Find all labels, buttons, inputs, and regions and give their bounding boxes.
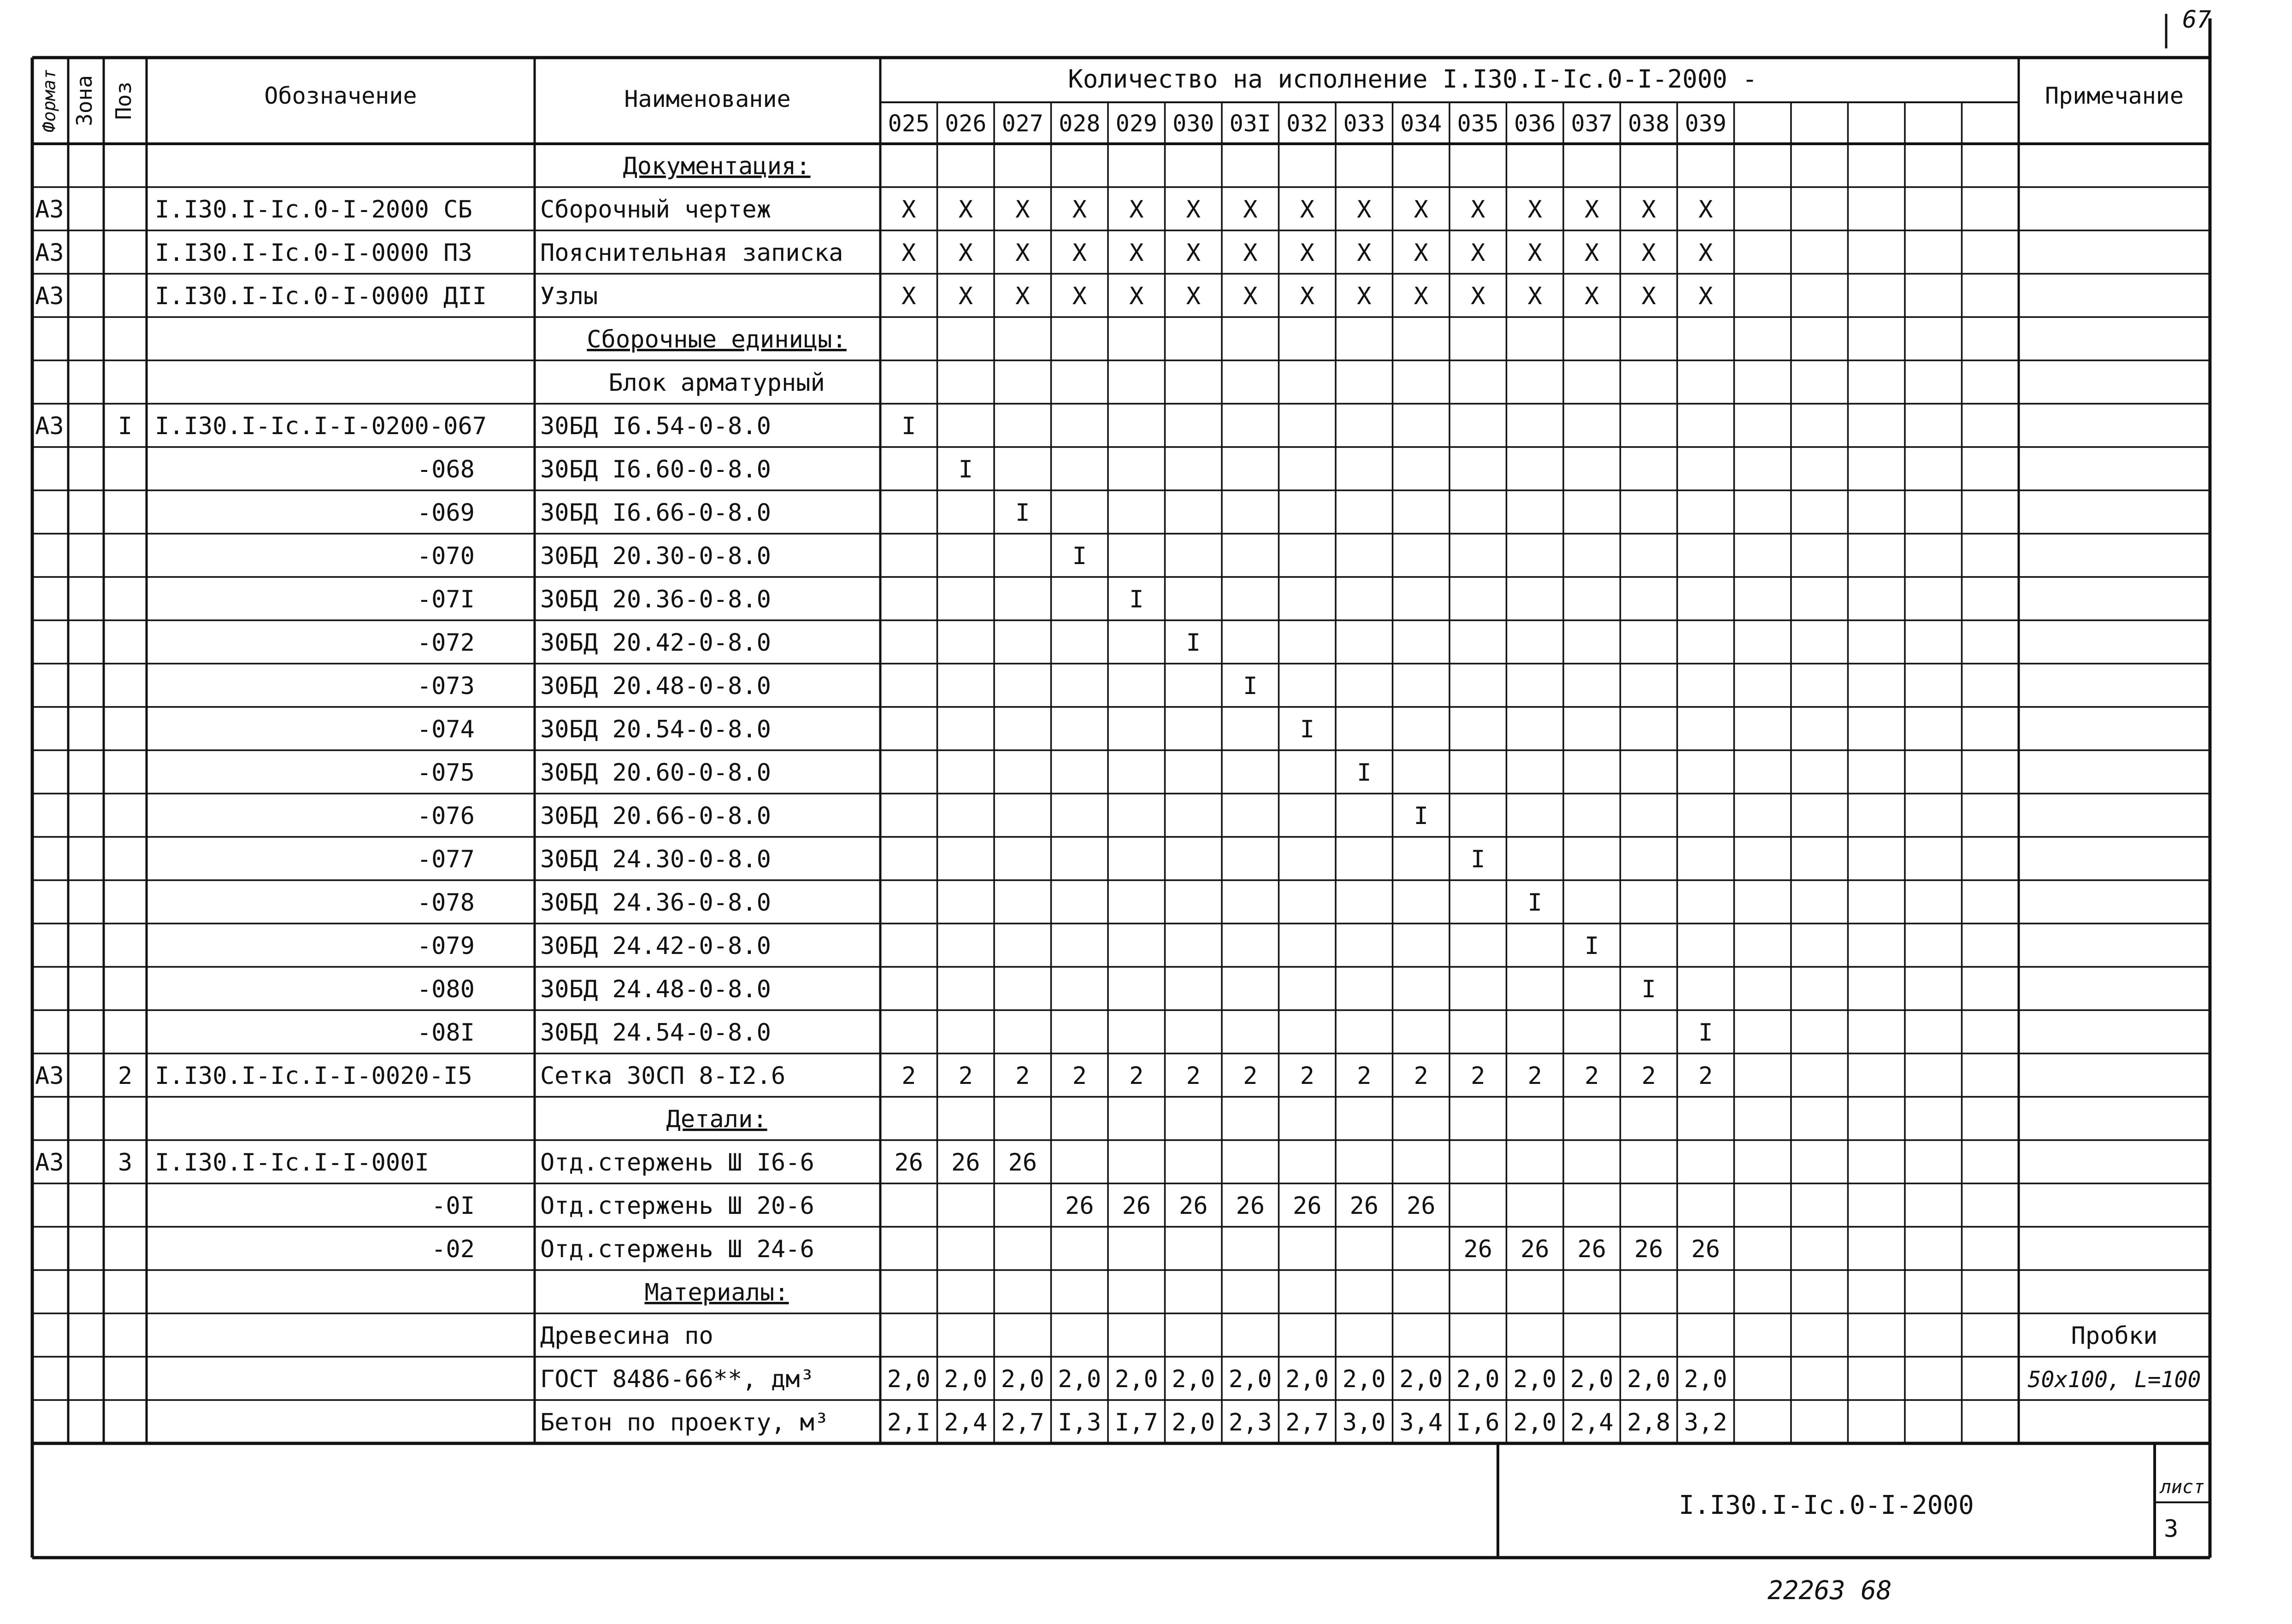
cell-oboznachenie: -078 (417, 889, 475, 917)
sheet-number: 3 (2164, 1515, 2179, 1543)
cell-quantity: 2 (1300, 1062, 1314, 1090)
table-row (431, 1192, 1435, 1220)
cell-quantity: 2,8 (1627, 1409, 1671, 1436)
cell-oboznachenie: -075 (417, 759, 475, 787)
cell-oboznachenie: -079 (417, 932, 475, 960)
cell-quantity: I,7 (1114, 1409, 1158, 1436)
cell-naimenovanie: Древесина по (540, 1322, 713, 1350)
cell-oboznachenie: -072 (417, 629, 475, 657)
cell-quantity: X (1527, 282, 1542, 310)
variant-header: 028 (1059, 110, 1101, 137)
cell-oboznachenie: I.I30.I-Ic.I-I-0020-I5 (155, 1062, 472, 1090)
cell-quantity: 2,0 (944, 1365, 988, 1393)
cell-quantity: X (1300, 282, 1314, 310)
cell-naimenovanie: ГОСТ 8486-66**, дм³ (540, 1365, 814, 1393)
cell-quantity: 26 (1178, 1192, 1208, 1220)
variant-header: 034 (1400, 110, 1442, 137)
cell-quantity: X (1414, 196, 1428, 224)
cell-quantity: X (1471, 239, 1485, 267)
cell-oboznachenie: -077 (417, 846, 475, 873)
cell-quantity: I,6 (1456, 1409, 1500, 1436)
cell-quantity: I (1527, 889, 1542, 917)
cell-quantity: 3,0 (1342, 1409, 1386, 1436)
cell-naimenovanie: Отд.стержень Ш I6-6 (540, 1149, 814, 1177)
cell-quantity: 2,0 (1114, 1365, 1158, 1393)
cell-naimenovanie: 30БД 20.60-0-8.0 (540, 759, 771, 787)
cell-naimenovanie: Отд.стержень Ш 24-6 (540, 1236, 814, 1263)
cell-quantity: X (901, 196, 916, 224)
variant-header: 039 (1685, 110, 1726, 137)
cell-quantity: X (1072, 239, 1087, 267)
table-row (35, 412, 916, 440)
variant-header: 035 (1457, 110, 1499, 137)
cell-quantity: X (958, 196, 973, 224)
table-row (587, 326, 847, 353)
variant-header: 030 (1173, 110, 1214, 137)
cell-quantity: I (1357, 759, 1372, 787)
cell-quantity: 2,3 (1228, 1409, 1272, 1436)
variant-header: 032 (1286, 110, 1328, 137)
variant-header: 027 (1002, 110, 1043, 137)
cell-quantity: 2,0 (887, 1365, 931, 1393)
table-row (417, 759, 1372, 787)
cell-quantity: X (1698, 196, 1713, 224)
cell-oboznachenie: I.I30.I-Ic.I-I-000I (155, 1149, 429, 1177)
cell-naimenovanie: Детали: (666, 1106, 767, 1133)
title-block (1498, 1443, 2210, 1558)
header-naimenovanie: Наименование (624, 86, 791, 112)
cell-quantity: X (901, 239, 916, 267)
cell-quantity: X (1129, 239, 1144, 267)
cell-quantity: 2 (1015, 1062, 1030, 1090)
cell-quantity: X (1698, 239, 1713, 267)
cell-oboznachenie: -074 (417, 716, 475, 743)
cell-naimenovanie: 30БД I6.60-0-8.0 (540, 456, 771, 483)
cell-naimenovanie: Сетка 30СП 8-I2.6 (540, 1062, 786, 1090)
cell-naimenovanie: Бетон по проекту, м³ (540, 1409, 829, 1436)
cell-quantity: 2,7 (1001, 1409, 1044, 1436)
cell-quantity: 2,0 (1399, 1365, 1443, 1393)
sheet-label: лист (2160, 1477, 2205, 1498)
cell-quantity: 26 (1008, 1149, 1037, 1177)
table-row (417, 976, 1656, 1003)
table-row (417, 586, 1144, 613)
table-row (623, 153, 811, 180)
cell-quantity: I (1186, 629, 1201, 657)
cell-quantity: X (1527, 196, 1542, 224)
cell-quantity: I (1243, 672, 1258, 700)
cell-quantity: 2,I (887, 1409, 931, 1436)
cell-format: А3 (35, 1062, 64, 1090)
cell-quantity: X (1300, 196, 1314, 224)
cell-quantity: X (1357, 282, 1372, 310)
cell-naimenovanie: 30БД 24.54-0-8.0 (540, 1019, 771, 1047)
cell-quantity: 26 (1463, 1236, 1493, 1263)
variant-header: 03I (1229, 110, 1271, 137)
cell-quantity: X (1072, 196, 1087, 224)
cell-quantity: 2 (1414, 1062, 1428, 1090)
cell-format: А3 (35, 196, 64, 224)
header-kolichestvo: Количество на исполнение I.I30.I-Ic.0-I-2000 - (1068, 65, 1757, 94)
cell-quantity: X (1129, 282, 1144, 310)
table-row (35, 1149, 1037, 1177)
cell-quantity: X (1414, 282, 1428, 310)
cell-naimenovanie: 30БД 20.36-0-8.0 (540, 586, 771, 613)
cell-quantity: 26 (894, 1149, 924, 1177)
page-number: 67 (2182, 6, 2211, 34)
cell-quantity: 2,4 (1570, 1409, 1614, 1436)
cell-oboznachenie: -068 (417, 456, 475, 483)
cell-quantity: 2,0 (1684, 1365, 1727, 1393)
cell-quantity: 2 (1698, 1062, 1713, 1090)
cell-quantity: 2 (1527, 1062, 1542, 1090)
cell-quantity: 26 (951, 1149, 980, 1177)
cell-quantity: 26 (1520, 1236, 1550, 1263)
cell-naimenovanie: Пояснительная записка (540, 239, 843, 267)
cell-naimenovanie: 30БД 20.30-0-8.0 (540, 542, 771, 570)
cell-quantity: X (1698, 282, 1713, 310)
table-row (417, 932, 1599, 960)
cell-quantity: 26 (1406, 1192, 1436, 1220)
cell-quantity: 26 (1691, 1236, 1720, 1263)
cell-quantity: I (1072, 542, 1087, 570)
cell-oboznachenie: -08I (417, 1019, 475, 1047)
table-row (608, 369, 825, 397)
cell-quantity: 2,0 (1342, 1365, 1386, 1393)
cell-quantity: I (1015, 499, 1030, 527)
header-poz: Поз (111, 81, 136, 120)
cell-primechanie: Пробки (2071, 1322, 2158, 1350)
header-primechanie: Примечание (2045, 82, 2184, 109)
cell-quantity: I (901, 412, 916, 440)
cell-oboznachenie: -073 (417, 672, 475, 700)
cell-quantity: 2 (1471, 1062, 1485, 1090)
cell-naimenovanie: 30БД 20.54-0-8.0 (540, 716, 771, 743)
variant-header: 037 (1571, 110, 1613, 137)
cell-naimenovanie: Отд.стержень Ш 20-6 (540, 1192, 814, 1220)
cell-quantity: 26 (1292, 1192, 1322, 1220)
cell-quantity: 3,2 (1684, 1409, 1727, 1436)
cell-quantity: 2,0 (1285, 1365, 1329, 1393)
cell-quantity: 2 (1357, 1062, 1372, 1090)
header-oboznachenie: Обозначение (264, 82, 417, 109)
cell-quantity: X (1243, 196, 1258, 224)
cell-quantity: X (958, 282, 973, 310)
cell-quantity: 26 (1122, 1192, 1151, 1220)
header-format: Формат (39, 69, 59, 133)
cell-quantity: X (958, 239, 973, 267)
cell-poz: 3 (118, 1149, 133, 1177)
cell-quantity: 2,0 (1058, 1365, 1102, 1393)
cell-naimenovanie: 30БД 20.48-0-8.0 (540, 672, 771, 700)
cell-quantity: I (1698, 1019, 1713, 1047)
cell-oboznachenie: I.I30.I-Ic.I-I-0200-067 (155, 412, 487, 440)
cell-oboznachenie: -080 (417, 976, 475, 1003)
table-row (417, 456, 973, 483)
cell-quantity: 26 (1634, 1236, 1663, 1263)
cell-oboznachenie: -076 (417, 802, 475, 830)
table-row (417, 889, 1542, 917)
table-row (417, 1019, 1713, 1047)
cell-quantity: 2 (901, 1062, 916, 1090)
cell-quantity: X (1585, 196, 1599, 224)
variant-header: 038 (1628, 110, 1670, 137)
cell-quantity: X (1015, 239, 1030, 267)
cell-quantity: X (1015, 196, 1030, 224)
cell-quantity: X (1641, 196, 1656, 224)
cell-quantity: X (1641, 282, 1656, 310)
cell-quantity: X (1072, 282, 1087, 310)
header-zona: Зона (72, 75, 97, 126)
cell-quantity: 2 (1129, 1062, 1144, 1090)
cell-naimenovanie: Сборочные единицы: (587, 326, 847, 353)
table-body (35, 153, 2201, 1436)
table-row (35, 196, 1713, 224)
cell-quantity: X (1357, 196, 1372, 224)
cell-quantity: I (1641, 976, 1656, 1003)
cell-naimenovanie: 30БД 24.42-0-8.0 (540, 932, 771, 960)
table-row (417, 716, 1314, 743)
cell-quantity: X (1243, 282, 1258, 310)
cell-format: А3 (35, 412, 64, 440)
cell-quantity: X (1186, 239, 1201, 267)
cell-quantity: 26 (1577, 1236, 1607, 1263)
variant-header: 036 (1514, 110, 1556, 137)
cell-quantity: 2 (1243, 1062, 1258, 1090)
cell-quantity: 2 (958, 1062, 973, 1090)
cell-naimenovanie: 30БД I6.54-0-8.0 (540, 412, 771, 440)
cell-quantity: X (1129, 196, 1144, 224)
cell-quantity: 2 (1072, 1062, 1087, 1090)
cell-quantity: X (1585, 239, 1599, 267)
archive-stamp: 22263 68 (1768, 1576, 1892, 1606)
cell-quantity: 2,4 (944, 1409, 988, 1436)
cell-quantity: 2,0 (1513, 1365, 1557, 1393)
table-row (35, 1062, 1713, 1090)
cell-quantity: X (1471, 282, 1485, 310)
cell-naimenovanie: Узлы (540, 282, 598, 310)
table-row (644, 1279, 789, 1306)
cell-quantity: 2,0 (1513, 1409, 1557, 1436)
cell-naimenovanie: Документация: (623, 153, 811, 180)
cell-quantity: I (1300, 716, 1314, 743)
variant-header: 033 (1343, 110, 1385, 137)
cell-oboznachenie: I.I30.I-Ic.0-I-0000 ПЗ (155, 239, 472, 267)
cell-oboznachenie: -07I (417, 586, 475, 613)
table-row (666, 1106, 767, 1133)
document-designation: I.I30.I-Ic.0-I-2000 (1679, 1490, 1974, 1520)
table-row (417, 542, 1087, 570)
cell-quantity: 2,0 (1456, 1365, 1500, 1393)
cell-quantity: I (1471, 846, 1485, 873)
table-row (35, 282, 1713, 310)
cell-quantity: X (1585, 282, 1599, 310)
cell-naimenovanie: 30БД 20.66-0-8.0 (540, 802, 771, 830)
cell-format: А3 (35, 282, 64, 310)
cell-poz: I (118, 412, 133, 440)
cell-quantity: 2,0 (1172, 1365, 1215, 1393)
cell-quantity: 2 (1641, 1062, 1656, 1090)
cell-quantity: 2 (1186, 1062, 1201, 1090)
cell-quantity: X (1015, 282, 1030, 310)
cell-quantity: I (1585, 932, 1599, 960)
cell-quantity: 2 (1585, 1062, 1599, 1090)
cell-format: А3 (35, 1149, 64, 1177)
cell-quantity: 2,0 (1570, 1365, 1614, 1393)
cell-quantity: 26 (1349, 1192, 1379, 1220)
variant-header: 029 (1115, 110, 1157, 137)
cell-naimenovanie: 30БД 24.48-0-8.0 (540, 976, 771, 1003)
cell-naimenovanie: Материалы: (644, 1279, 789, 1306)
table-header (39, 65, 2184, 137)
cell-quantity: I,3 (1058, 1409, 1102, 1436)
variant-header: 025 (888, 110, 930, 137)
table-row (540, 1322, 2157, 1350)
cell-quantity: 2,0 (1001, 1365, 1044, 1393)
cell-quantity: 2,7 (1285, 1409, 1329, 1436)
cell-quantity: 26 (1065, 1192, 1094, 1220)
cell-naimenovanie: 30БД 24.30-0-8.0 (540, 846, 771, 873)
cell-oboznachenie: -069 (417, 499, 475, 527)
variant-header: 026 (945, 110, 987, 137)
table-row (540, 1365, 2201, 1393)
cell-quantity: X (1527, 239, 1542, 267)
cell-naimenovanie: Блок арматурный (608, 369, 825, 397)
cell-quantity: X (901, 282, 916, 310)
cell-quantity: 3,4 (1399, 1409, 1443, 1436)
cell-quantity: X (1186, 196, 1201, 224)
cell-quantity: I (1129, 586, 1144, 613)
cell-quantity: X (1186, 282, 1201, 310)
table-row (417, 802, 1428, 830)
cell-quantity: X (1414, 239, 1428, 267)
cell-naimenovanie: 30БД 20.42-0-8.0 (540, 629, 771, 657)
cell-naimenovanie: 30БД I6.66-0-8.0 (540, 499, 771, 527)
cell-quantity: X (1357, 239, 1372, 267)
cell-primechanie: 50х100, L=100 (2027, 1367, 2201, 1393)
cell-quantity: 26 (1236, 1192, 1265, 1220)
cell-quantity: 2,0 (1228, 1365, 1272, 1393)
cell-quantity: X (1243, 239, 1258, 267)
cell-quantity: 2,0 (1627, 1365, 1671, 1393)
cell-oboznachenie: I.I30.I-Ic.0-I-2000 СБ (155, 196, 472, 224)
cell-quantity: 2,0 (1172, 1409, 1215, 1436)
table-row (417, 672, 1258, 700)
table-row (417, 846, 1485, 873)
table-row (540, 1409, 1727, 1436)
cell-format: А3 (35, 239, 64, 267)
cell-quantity: X (1641, 239, 1656, 267)
cell-naimenovanie: Сборочный чертеж (540, 196, 771, 224)
cell-quantity: X (1471, 196, 1485, 224)
cell-oboznachenie: -0I (431, 1192, 475, 1220)
cell-oboznachenie: -02 (431, 1236, 475, 1263)
cell-poz: 2 (118, 1062, 133, 1090)
table-row (35, 239, 1713, 267)
cell-quantity: X (1300, 239, 1314, 267)
cell-oboznachenie: -070 (417, 542, 475, 570)
cell-naimenovanie: 30БД 24.36-0-8.0 (540, 889, 771, 917)
cell-quantity: I (1414, 802, 1428, 830)
table-row (431, 1236, 1720, 1263)
cell-oboznachenie: I.I30.I-Ic.0-I-0000 ДII (155, 282, 487, 310)
cell-quantity: I (958, 456, 973, 483)
